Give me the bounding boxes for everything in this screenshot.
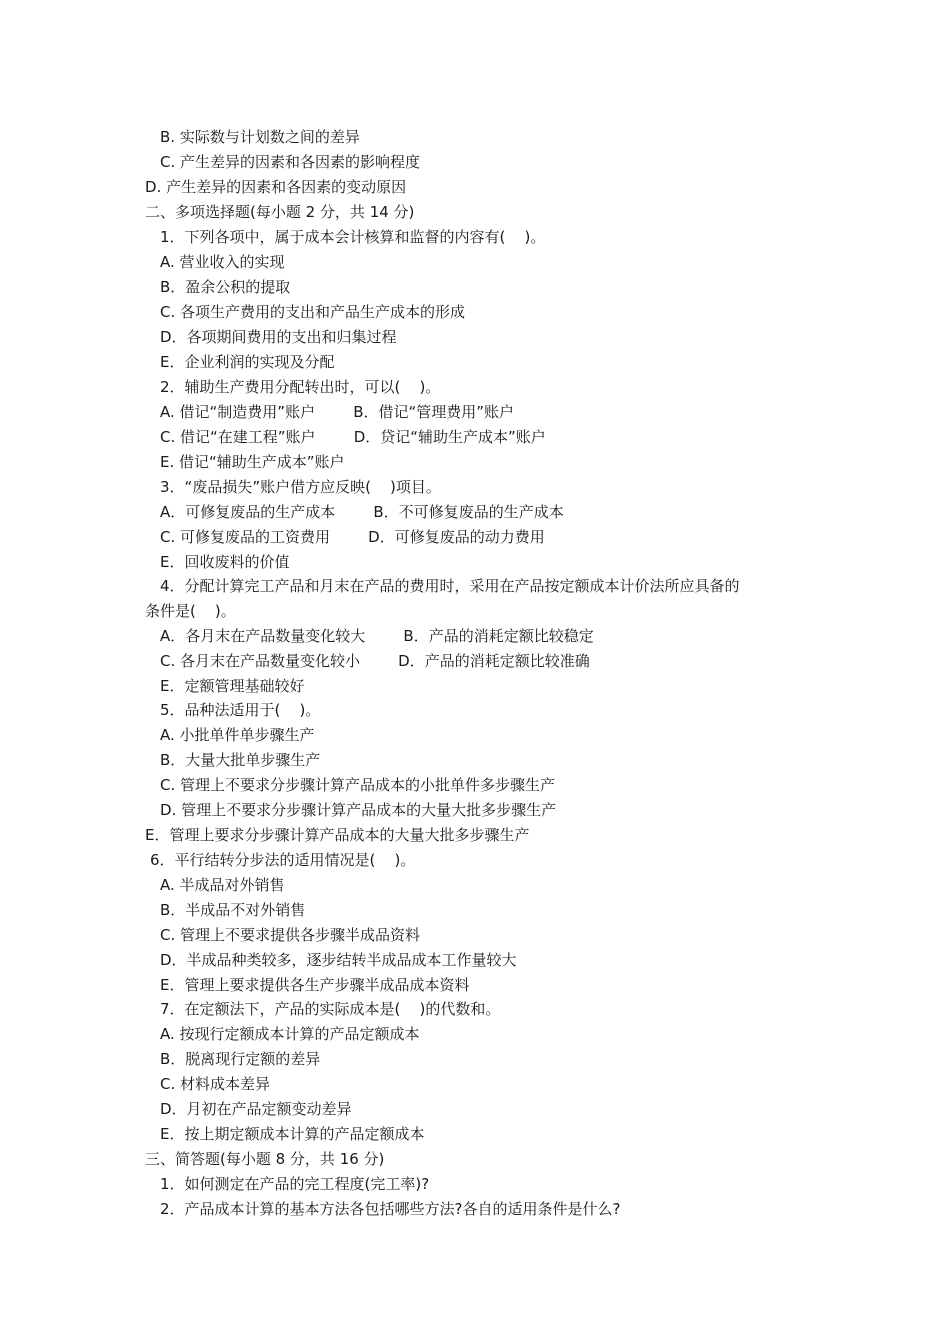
option-line: A．各月末在产品数量变化较大 B．产品的消耗定额比较稳定 [160,627,594,645]
question-line: 7．在定额法下，产品的实际成本是( )的代数和。 [160,1000,501,1018]
question-line-continued: 条件是( )。 [145,602,236,620]
option-line: C. 管理上不要求分步骤计算产品成本的小批单件多步骤生产 [160,776,556,794]
option-line: E．回收废料的价值 [160,553,290,571]
option-line: D. 管理上不要求分步骤计算产品成本的大量大批多步骤生产 [160,801,557,819]
question-line: 4．分配计算完工产品和月末在产品的费用时，采用在产品按定额成本计价法所应具备的 [160,577,740,595]
option-line: B．大量大批单步骤生产 [160,751,321,769]
option-line: B．盈余公积的提取 [160,278,291,296]
option-line: C. 材料成本差异 [160,1075,271,1093]
question-line: 3．“废品损失”账户借方应反映( )项目。 [160,478,441,496]
option-line: E．管理上要求提供各生产步骤半成品成本资料 [160,976,470,994]
option-line: C. 可修复废品的工资费用 D．可修复废品的动力费用 [160,528,545,546]
question-line: 6．平行结转分步法的适用情况是( )。 [150,851,416,869]
option-line: A. 营业收入的实现 [160,253,285,271]
option-line: E．企业利润的实现及分配 [160,353,335,371]
option-line: E. 借记“辅助生产成本”账户 [160,453,345,471]
option-line: E．按上期定额成本计算的产品定额成本 [160,1125,425,1143]
option-line: C. 产生差异的因素和各因素的影响程度 [160,153,421,171]
option-line: E．管理上要求分步骤计算产品成本的大量大批多步骤生产 [145,826,530,844]
option-line: C. 各项生产费用的支出和产品生产成本的形成 [160,303,466,321]
option-line: B．脱离现行定额的差异 [160,1050,321,1068]
question-line: 1．下列各项中，属于成本会计核算和监督的内容有( )。 [160,228,546,246]
section-heading: 二、多项选择题(每小题 2 分，共 14 分) [145,203,415,221]
section-heading: 三、简答题(每小题 8 分，共 16 分) [145,1150,385,1168]
option-line: B. 实际数与计划数之间的差异 [160,128,360,146]
option-line: D．半成品种类较多，逐步结转半成品成本工作量较大 [160,951,517,969]
option-line: D. 产生差异的因素和各因素的变动原因 [145,178,407,196]
option-line: A. 按现行定额成本计算的产品定额成本 [160,1025,420,1043]
option-line: A．可修复废品的生产成本 B．不可修复废品的生产成本 [160,503,564,521]
option-line: D．月初在产品定额变动差异 [160,1100,352,1118]
option-line: D．各项期间费用的支出和归集过程 [160,328,397,346]
option-line: A. 小批单件单步骤生产 [160,726,315,744]
option-line: C. 借记“在建工程”账户 D．贷记“辅助生产成本”账户 [160,428,546,446]
question-line: 2．产品成本计算的基本方法各包括哪些方法?各自的适用条件是什么? [160,1200,621,1218]
option-line: C. 管理上不要求提供各步骤半成品资料 [160,926,421,944]
option-line: A. 借记“制造费用”账户 B．借记“管理费用”账户 [160,403,515,421]
option-line: C. 各月末在产品数量变化较小 D．产品的消耗定额比较准确 [160,652,590,670]
question-line: 1．如何测定在产品的完工程度(完工率)? [160,1175,430,1193]
question-line: 2．辅助生产费用分配转出时，可以( )。 [160,378,441,396]
option-line: E．定额管理基础较好 [160,677,305,695]
option-line: B．半成品不对外销售 [160,901,306,919]
option-line: A. 半成品对外销售 [160,876,285,894]
question-line: 5．品种法适用于( )。 [160,701,321,719]
